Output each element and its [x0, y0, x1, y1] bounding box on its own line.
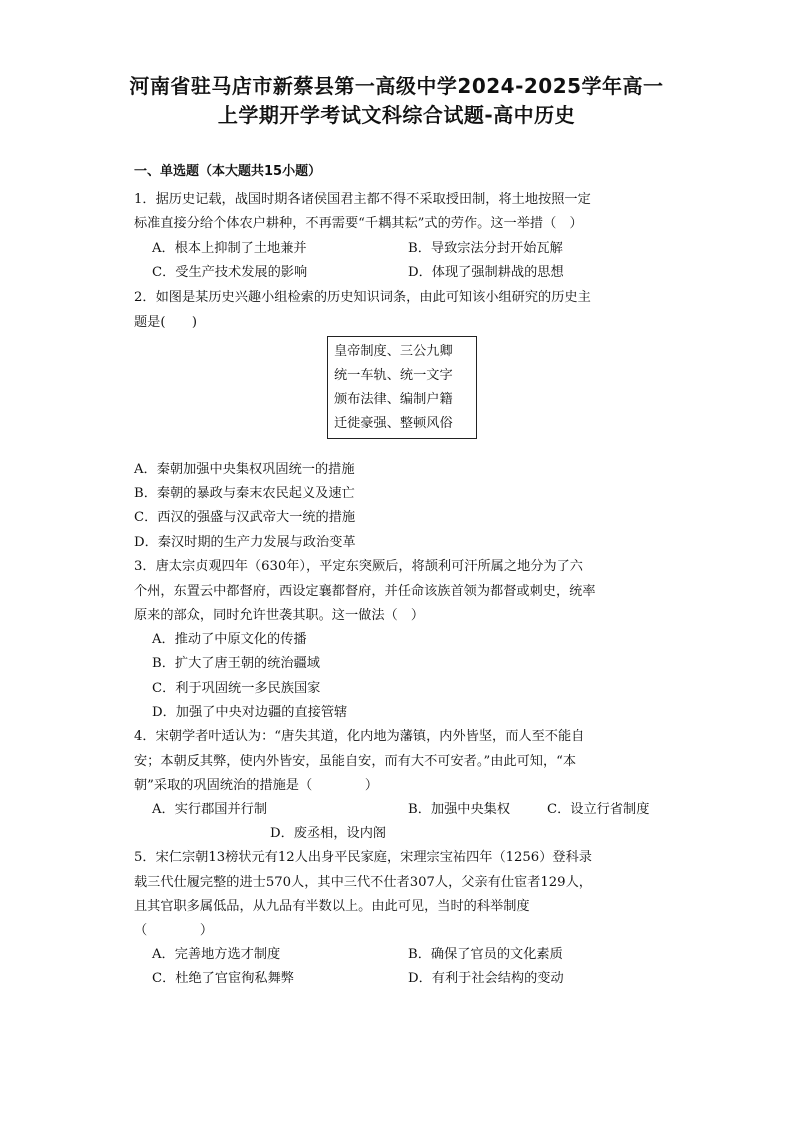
q1-stem-line1: 1．据历史记载，战国时期各诸侯国君主都不得不采取授田制，将土地按照一定	[134, 192, 591, 207]
q5-stem-line2: 载三代仕履完整的进士570人，其中三代不仕者307人，父亲有仕宦者129人，	[134, 875, 592, 890]
q1-stem-line2: 标准直接分给个体农户耕种，不再需要“千耦其耘”式的劳作。这一举措（ ）	[134, 216, 583, 231]
section-heading: 一、单选题（本大题共15小题）	[134, 164, 322, 179]
q4-option-d: D．废丞相，设内阁	[270, 826, 387, 841]
q2-term-line: 皇帝制度、三公九卿	[334, 344, 453, 359]
q2-stem-line2: 题是( )	[134, 315, 198, 330]
q3-stem-line2: 个州，东置云中都督府，西设定襄都督府，并任命该族首领为都督或刺史，统率	[134, 584, 596, 599]
q4-stem-line3: 朝”采取的巩固统治的措施是（ ）	[134, 778, 379, 793]
q5-option-d: D．有利于社会结构的变动	[408, 971, 564, 986]
q5-stem-line3: 且其官职多属低品，从九品有半数以上。由此可见，当时的科举制度	[134, 899, 530, 914]
q3-option-d: D．加强了中央对边疆的直接管辖	[152, 705, 348, 720]
q2-option-b: B．秦朝的暴政与秦末农民起义及速亡	[134, 486, 355, 501]
q2-term-line: 颁布法律、编制户籍	[334, 392, 453, 407]
q3-option-b: B．扩大了唐王朝的统治疆域	[152, 656, 320, 671]
q4-stem-line2: 安；本朝反其弊，使内外皆安，虽能自安，而有大不可安者。”由此可知，“本	[134, 754, 577, 769]
document-title-line1: 河南省驻马店市新蔡县第一高级中学2024-2025学年高一	[129, 74, 664, 98]
q1-option-b: B．导致宗法分封开始瓦解	[408, 241, 563, 256]
q2-term-line: 统一车轨、统一文字	[334, 368, 453, 383]
q1-option-c: C．受生产技术发展的影响	[152, 265, 308, 280]
q4-stem-line1: 4．宋朝学者叶适认为：“唐失其道，化内地为藩镇，内外皆坚，而人至不能自	[134, 729, 585, 744]
q2-term-box	[327, 336, 477, 439]
q2-stem-line1: 2．如图是某历史兴趣小组检索的历史知识词条，由此可知该小组研究的历史主	[134, 290, 591, 305]
q4-option-c: C．设立行省制度	[547, 802, 650, 817]
q3-stem-line1: 3．唐太宗贞观四年（630年），平定东突厥后，将颉利可汗所属之地分为了六	[134, 559, 583, 574]
document-title-line2: 上学期开学考试文科综合试题-高中历史	[217, 103, 576, 127]
q3-stem-line3: 原来的部众，同时允许世袭其职。这一做法（ ）	[134, 608, 425, 623]
q2-option-d: D．秦汉时期的生产力发展与政治变革	[134, 535, 356, 550]
q2-option-a: A．秦朝加强中央集权巩固统一的措施	[134, 462, 355, 477]
q4-option-b: B．加强中央集权	[408, 802, 511, 817]
q5-option-a: A．完善地方选才制度	[152, 947, 281, 962]
q3-option-c: C．利于巩固统一多民族国家	[152, 681, 321, 696]
q2-term-line: 迁徙豪强、整顿风俗	[334, 416, 453, 431]
q5-stem-line4: （ ）	[134, 923, 214, 938]
q3-option-a: A．推动了中原文化的传播	[152, 632, 307, 647]
q4-option-a: A．实行郡国并行制	[152, 802, 268, 817]
q5-stem-line1: 5．宋仁宗朝13榜状元有12人出身平民家庭，宋理宗宝祐四年（1256）登科录	[134, 850, 592, 865]
q5-option-b: B．确保了官员的文化素质	[408, 947, 563, 962]
q2-option-c: C．西汉的强盛与汉武帝大一统的措施	[134, 510, 356, 525]
q5-option-c: C．杜绝了官宦徇私舞弊	[152, 971, 294, 986]
q1-option-a: A．根本上抑制了土地兼并	[152, 241, 307, 256]
q1-option-d: D．体现了强制耕战的思想	[408, 265, 564, 280]
